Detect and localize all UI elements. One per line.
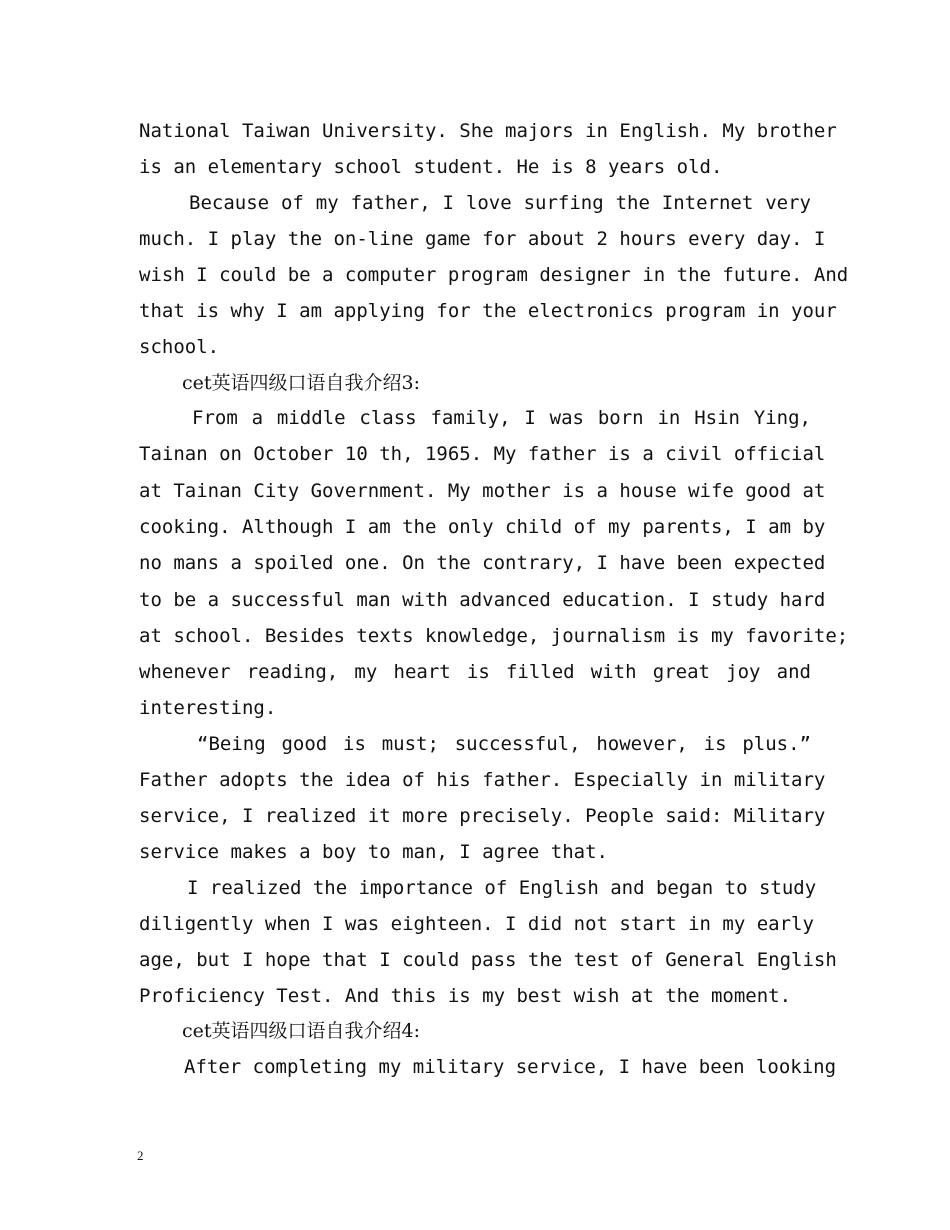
text-line: service, I realized it more precisely. People said: Military <box>139 805 826 827</box>
text-line: National Taiwan University. She majors in English. My brother <box>139 120 837 142</box>
text-line: to be a successful man with advanced education. I study hard <box>139 589 826 611</box>
text-line: whenever reading, my heart is filled with great joy and <box>139 661 811 683</box>
text-line: I realized the importance of English and began to study <box>187 877 817 899</box>
text-line: wish I could be a computer program designer in the future. And <box>139 264 849 286</box>
text-line: diligently when I was eighteen. I did not start in my early <box>139 913 814 935</box>
text-line: Tainan on October 10 th, 1965. My father is a civil official <box>139 443 826 465</box>
text-line: From a middle class family, I was born in Hsin Ying, <box>192 407 811 429</box>
text-line: school. <box>139 336 220 358</box>
text-line: that is why I am applying for the electronics program in your <box>139 300 837 322</box>
text-line: is an elementary school student. He is 8 years old. <box>139 156 723 178</box>
text-line: at school. Besides texts knowledge, journalism is my favorite; <box>139 625 849 647</box>
section-heading: cet英语四级口语自我介绍4: <box>182 1020 421 1042</box>
text-line: no mans a spoiled one. On the contrary, I have been expected <box>139 552 826 574</box>
text-line: age, but I hope that I could pass the test of General English <box>139 949 837 971</box>
text-line: at Tainan City Government. My mother is a house wife good at <box>139 480 826 502</box>
text-line: Proficiency Test. And this is my best wish at the moment. <box>139 985 792 1007</box>
section-heading: cet英语四级口语自我介绍3: <box>182 372 421 394</box>
text-line: “Being good is must; successful, however, is plus.” <box>197 733 811 755</box>
text-line: service makes a boy to man, I agree that. <box>139 841 608 863</box>
text-line: Father adopts the idea of his father. Especially in military <box>139 769 826 791</box>
text-line: Because of my father, I love surfing the Internet very <box>189 192 811 214</box>
text-line: cooking. Although I am the only child of my parents, I am by <box>139 516 826 538</box>
text-line: much. I play the on-line game for about 2 hours every day. I <box>139 228 826 250</box>
page-number: 2 <box>137 1148 144 1163</box>
text-line: interesting. <box>139 697 277 719</box>
text-line: After completing my military service, I have been looking <box>184 1056 837 1078</box>
